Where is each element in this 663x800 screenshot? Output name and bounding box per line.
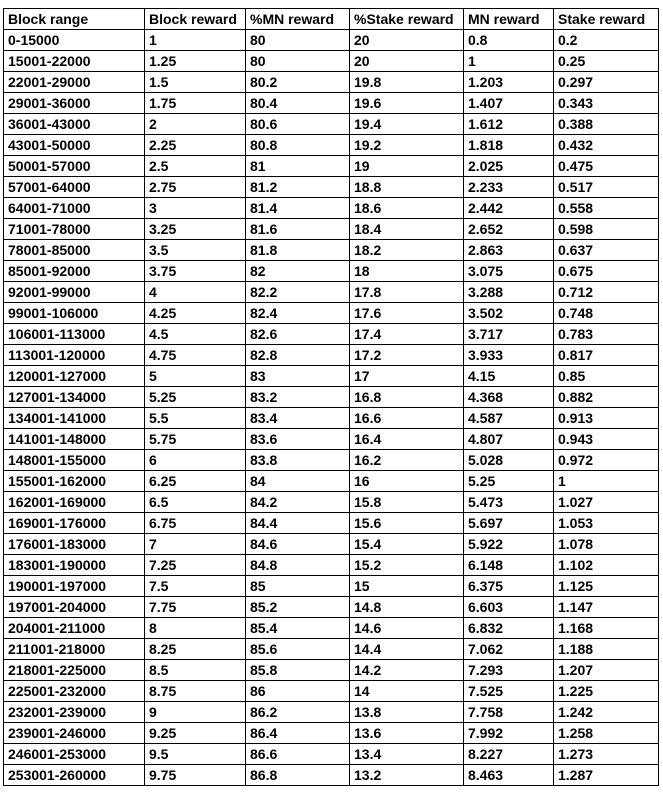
cell-stake-reward-percent: 19: [350, 156, 464, 177]
cell-block-range: 183001-190000: [4, 555, 145, 576]
cell-stake-reward-percent: 14.6: [350, 618, 464, 639]
cell-stake-reward: 0.783: [554, 324, 659, 345]
table-row: [4, 282, 659, 303]
cell-mn-reward: 5.697: [464, 513, 554, 534]
cell-mn-reward-percent: 81.6: [246, 219, 350, 240]
cell-stake-reward-percent: 18: [350, 261, 464, 282]
cell-block-reward: 1: [145, 30, 246, 51]
cell-stake-reward-percent: 20: [350, 51, 464, 72]
cell-block-reward: 8.5: [145, 660, 246, 681]
cell-mn-reward-percent: 84.8: [246, 555, 350, 576]
cell-block-reward: 8.25: [145, 639, 246, 660]
cell-block-reward: 8.75: [145, 681, 246, 702]
cell-mn-reward-percent: 85.2: [246, 597, 350, 618]
cell-mn-reward-percent: 86.8: [246, 765, 350, 786]
table-row: [4, 576, 659, 597]
cell-mn-reward: 6.603: [464, 597, 554, 618]
cell-mn-reward: 5.473: [464, 492, 554, 513]
cell-mn-reward-percent: 86.4: [246, 723, 350, 744]
cell-block-range: 106001-113000: [4, 324, 145, 345]
cell-block-reward: 4: [145, 282, 246, 303]
cell-block-reward: 9.75: [145, 765, 246, 786]
cell-mn-reward-percent: 83.8: [246, 450, 350, 471]
cell-stake-reward-percent: 13.2: [350, 765, 464, 786]
table-row: [4, 471, 659, 492]
cell-stake-reward: 0.748: [554, 303, 659, 324]
cell-block-reward: 2.5: [145, 156, 246, 177]
cell-stake-reward: 0.675: [554, 261, 659, 282]
cell-block-reward: 1.25: [145, 51, 246, 72]
cell-block-reward: 8: [145, 618, 246, 639]
cell-block-range: 176001-183000: [4, 534, 145, 555]
cell-stake-reward: 0.637: [554, 240, 659, 261]
cell-stake-reward-percent: 16.8: [350, 387, 464, 408]
cell-stake-reward: 1.287: [554, 765, 659, 786]
cell-stake-reward-percent: 14.2: [350, 660, 464, 681]
cell-block-range: 239001-246000: [4, 723, 145, 744]
cell-block-range: 57001-64000: [4, 177, 145, 198]
table-row: [4, 156, 659, 177]
table-body: [4, 30, 659, 786]
cell-block-range: 141001-148000: [4, 429, 145, 450]
cell-mn-reward-percent: 80.8: [246, 135, 350, 156]
cell-stake-reward-percent: 16: [350, 471, 464, 492]
table-row: [4, 303, 659, 324]
cell-mn-reward-percent: 81.4: [246, 198, 350, 219]
cell-mn-reward: 7.992: [464, 723, 554, 744]
cell-block-range: 113001-120000: [4, 345, 145, 366]
cell-block-reward: 4.75: [145, 345, 246, 366]
cell-stake-reward-percent: 18.2: [350, 240, 464, 261]
cell-mn-reward: 8.463: [464, 765, 554, 786]
table-row: [4, 177, 659, 198]
cell-block-range: 36001-43000: [4, 114, 145, 135]
header-mn-reward-percent: %MN reward: [246, 9, 350, 30]
cell-stake-reward: 1.242: [554, 702, 659, 723]
cell-mn-reward: 3.075: [464, 261, 554, 282]
cell-mn-reward-percent: 80.6: [246, 114, 350, 135]
cell-mn-reward-percent: 80.4: [246, 93, 350, 114]
table-row: [4, 513, 659, 534]
cell-mn-reward: 1: [464, 51, 554, 72]
cell-mn-reward: 7.758: [464, 702, 554, 723]
cell-stake-reward: 0.343: [554, 93, 659, 114]
cell-mn-reward-percent: 82.8: [246, 345, 350, 366]
cell-block-reward: 6.25: [145, 471, 246, 492]
cell-block-range: 162001-169000: [4, 492, 145, 513]
cell-mn-reward-percent: 85.6: [246, 639, 350, 660]
header-mn-reward: MN reward: [464, 9, 554, 30]
cell-block-reward: 6: [145, 450, 246, 471]
cell-block-range: 22001-29000: [4, 72, 145, 93]
cell-stake-reward: 1.102: [554, 555, 659, 576]
cell-mn-reward: 4.15: [464, 366, 554, 387]
cell-stake-reward: 1.273: [554, 744, 659, 765]
cell-block-range: 190001-197000: [4, 576, 145, 597]
cell-stake-reward-percent: 16.2: [350, 450, 464, 471]
cell-block-range: 155001-162000: [4, 471, 145, 492]
cell-block-reward: 6.75: [145, 513, 246, 534]
table-row: [4, 408, 659, 429]
cell-block-range: 15001-22000: [4, 51, 145, 72]
cell-stake-reward-percent: 14: [350, 681, 464, 702]
table-row: [4, 345, 659, 366]
cell-mn-reward-percent: 82.6: [246, 324, 350, 345]
cell-stake-reward: 0.558: [554, 198, 659, 219]
cell-block-range: 225001-232000: [4, 681, 145, 702]
cell-block-reward: 9: [145, 702, 246, 723]
cell-mn-reward: 7.062: [464, 639, 554, 660]
cell-block-reward: 9.25: [145, 723, 246, 744]
cell-stake-reward: 0.432: [554, 135, 659, 156]
cell-stake-reward-percent: 19.6: [350, 93, 464, 114]
cell-mn-reward-percent: 83.4: [246, 408, 350, 429]
cell-mn-reward-percent: 83.6: [246, 429, 350, 450]
cell-block-range: 197001-204000: [4, 597, 145, 618]
cell-mn-reward-percent: 84: [246, 471, 350, 492]
table-header: [4, 9, 659, 30]
cell-mn-reward: 4.368: [464, 387, 554, 408]
cell-block-reward: 7.25: [145, 555, 246, 576]
cell-block-range: 29001-36000: [4, 93, 145, 114]
table-row: [4, 198, 659, 219]
cell-stake-reward-percent: 15.2: [350, 555, 464, 576]
table-row: [4, 702, 659, 723]
cell-mn-reward-percent: 80.2: [246, 72, 350, 93]
cell-block-range: 64001-71000: [4, 198, 145, 219]
cell-block-reward: 2.25: [145, 135, 246, 156]
cell-block-range: 169001-176000: [4, 513, 145, 534]
table-row: [4, 639, 659, 660]
cell-stake-reward: 1.053: [554, 513, 659, 534]
cell-mn-reward: 6.375: [464, 576, 554, 597]
table-row: [4, 387, 659, 408]
cell-mn-reward: 7.293: [464, 660, 554, 681]
cell-mn-reward-percent: 80: [246, 30, 350, 51]
cell-mn-reward: 5.922: [464, 534, 554, 555]
cell-stake-reward: 0.2: [554, 30, 659, 51]
cell-mn-reward: 4.587: [464, 408, 554, 429]
cell-stake-reward-percent: 17.4: [350, 324, 464, 345]
cell-mn-reward-percent: 84.2: [246, 492, 350, 513]
cell-mn-reward: 3.717: [464, 324, 554, 345]
cell-mn-reward: 6.148: [464, 555, 554, 576]
cell-mn-reward: 5.25: [464, 471, 554, 492]
cell-block-reward: 6.5: [145, 492, 246, 513]
cell-stake-reward-percent: 19.4: [350, 114, 464, 135]
cell-stake-reward-percent: 15.8: [350, 492, 464, 513]
cell-stake-reward: 0.712: [554, 282, 659, 303]
cell-block-reward: 3.25: [145, 219, 246, 240]
cell-block-range: 218001-225000: [4, 660, 145, 681]
cell-block-range: 85001-92000: [4, 261, 145, 282]
table-row: [4, 219, 659, 240]
cell-stake-reward-percent: 17.2: [350, 345, 464, 366]
cell-mn-reward-percent: 83: [246, 366, 350, 387]
cell-mn-reward-percent: 81.8: [246, 240, 350, 261]
cell-mn-reward-percent: 81: [246, 156, 350, 177]
cell-block-reward: 4.25: [145, 303, 246, 324]
cell-block-range: 134001-141000: [4, 408, 145, 429]
cell-block-reward: 1.5: [145, 72, 246, 93]
table-row: [4, 660, 659, 681]
cell-stake-reward-percent: 15.4: [350, 534, 464, 555]
cell-block-reward: 3.75: [145, 261, 246, 282]
table-row: [4, 534, 659, 555]
cell-stake-reward: 1.188: [554, 639, 659, 660]
cell-mn-reward: 1.203: [464, 72, 554, 93]
cell-block-range: 204001-211000: [4, 618, 145, 639]
cell-block-range: 148001-155000: [4, 450, 145, 471]
cell-block-reward: 7: [145, 534, 246, 555]
table-row: [4, 429, 659, 450]
cell-stake-reward-percent: 19.8: [350, 72, 464, 93]
cell-block-reward: 2: [145, 114, 246, 135]
cell-block-range: 0-15000: [4, 30, 145, 51]
cell-block-range: 253001-260000: [4, 765, 145, 786]
cell-stake-reward-percent: 18.8: [350, 177, 464, 198]
cell-stake-reward-percent: 15: [350, 576, 464, 597]
cell-stake-reward: 0.475: [554, 156, 659, 177]
cell-stake-reward: 0.297: [554, 72, 659, 93]
table-row: [4, 114, 659, 135]
cell-block-reward: 5.5: [145, 408, 246, 429]
cell-mn-reward-percent: 85.4: [246, 618, 350, 639]
table-row: [4, 450, 659, 471]
cell-stake-reward: 0.817: [554, 345, 659, 366]
header-block-range: Block range: [4, 9, 145, 30]
cell-stake-reward-percent: 14.4: [350, 639, 464, 660]
header-row: [4, 9, 659, 30]
cell-stake-reward: 0.913: [554, 408, 659, 429]
cell-block-reward: 7.75: [145, 597, 246, 618]
table-row: [4, 492, 659, 513]
cell-mn-reward: 1.818: [464, 135, 554, 156]
cell-mn-reward-percent: 82.2: [246, 282, 350, 303]
cell-block-range: 99001-106000: [4, 303, 145, 324]
cell-block-reward: 5.75: [145, 429, 246, 450]
cell-mn-reward-percent: 82: [246, 261, 350, 282]
cell-stake-reward: 0.943: [554, 429, 659, 450]
table-row: [4, 765, 659, 786]
table-row: [4, 135, 659, 156]
cell-stake-reward: 0.882: [554, 387, 659, 408]
cell-stake-reward: 0.388: [554, 114, 659, 135]
cell-stake-reward: 0.517: [554, 177, 659, 198]
cell-mn-reward-percent: 85.8: [246, 660, 350, 681]
cell-mn-reward-percent: 83.2: [246, 387, 350, 408]
cell-mn-reward-percent: 86: [246, 681, 350, 702]
table-row: [4, 324, 659, 345]
cell-stake-reward-percent: 14.8: [350, 597, 464, 618]
cell-mn-reward-percent: 82.4: [246, 303, 350, 324]
cell-block-range: 43001-50000: [4, 135, 145, 156]
cell-block-range: 50001-57000: [4, 156, 145, 177]
cell-block-reward: 2.75: [145, 177, 246, 198]
cell-stake-reward: 0.25: [554, 51, 659, 72]
cell-stake-reward: 0.598: [554, 219, 659, 240]
cell-stake-reward-percent: 13.6: [350, 723, 464, 744]
table-row: [4, 366, 659, 387]
cell-block-range: 71001-78000: [4, 219, 145, 240]
cell-mn-reward-percent: 80: [246, 51, 350, 72]
cell-mn-reward: 1.407: [464, 93, 554, 114]
cell-stake-reward: 1.258: [554, 723, 659, 744]
cell-stake-reward: 1.078: [554, 534, 659, 555]
cell-mn-reward: 8.227: [464, 744, 554, 765]
cell-mn-reward: 7.525: [464, 681, 554, 702]
cell-stake-reward-percent: 13.4: [350, 744, 464, 765]
header-stake-reward-percent: %Stake reward: [350, 9, 464, 30]
header-stake-reward: Stake reward: [554, 9, 659, 30]
cell-stake-reward: 0.972: [554, 450, 659, 471]
cell-block-range: 211001-218000: [4, 639, 145, 660]
cell-mn-reward: 2.233: [464, 177, 554, 198]
cell-stake-reward-percent: 17.8: [350, 282, 464, 303]
cell-stake-reward-percent: 19.2: [350, 135, 464, 156]
cell-mn-reward: 4.807: [464, 429, 554, 450]
cell-stake-reward: 0.85: [554, 366, 659, 387]
cell-block-reward: 5: [145, 366, 246, 387]
cell-stake-reward-percent: 17.6: [350, 303, 464, 324]
cell-block-reward: 3: [145, 198, 246, 219]
table-row: [4, 240, 659, 261]
cell-stake-reward-percent: 16.4: [350, 429, 464, 450]
cell-stake-reward-percent: 18.4: [350, 219, 464, 240]
table-row: [4, 30, 659, 51]
cell-block-reward: 7.5: [145, 576, 246, 597]
cell-stake-reward: 1.225: [554, 681, 659, 702]
cell-block-reward: 9.5: [145, 744, 246, 765]
table-row: [4, 72, 659, 93]
cell-block-range: 120001-127000: [4, 366, 145, 387]
header-block-reward: Block reward: [145, 9, 246, 30]
cell-mn-reward: 3.502: [464, 303, 554, 324]
cell-mn-reward: 1.612: [464, 114, 554, 135]
cell-mn-reward-percent: 86.6: [246, 744, 350, 765]
table-row: [4, 744, 659, 765]
cell-stake-reward-percent: 15.6: [350, 513, 464, 534]
cell-mn-reward: 3.288: [464, 282, 554, 303]
cell-stake-reward: 1.027: [554, 492, 659, 513]
table-row: [4, 51, 659, 72]
cell-mn-reward-percent: 86.2: [246, 702, 350, 723]
table-row: [4, 618, 659, 639]
cell-mn-reward: 3.933: [464, 345, 554, 366]
cell-mn-reward-percent: 84.4: [246, 513, 350, 534]
cell-mn-reward: 2.863: [464, 240, 554, 261]
block-reward-table: [3, 8, 659, 786]
cell-block-reward: 3.5: [145, 240, 246, 261]
table-row: [4, 555, 659, 576]
cell-stake-reward: 1.207: [554, 660, 659, 681]
cell-mn-reward-percent: 84.6: [246, 534, 350, 555]
cell-mn-reward-percent: 81.2: [246, 177, 350, 198]
table-row: [4, 93, 659, 114]
cell-block-reward: 5.25: [145, 387, 246, 408]
table-row: [4, 597, 659, 618]
cell-block-range: 78001-85000: [4, 240, 145, 261]
cell-block-reward: 1.75: [145, 93, 246, 114]
cell-mn-reward: 2.652: [464, 219, 554, 240]
cell-mn-reward: 6.832: [464, 618, 554, 639]
table-row: [4, 261, 659, 282]
cell-stake-reward-percent: 20: [350, 30, 464, 51]
cell-stake-reward: 1.125: [554, 576, 659, 597]
cell-mn-reward-percent: 85: [246, 576, 350, 597]
cell-block-range: 232001-239000: [4, 702, 145, 723]
cell-mn-reward: 2.442: [464, 198, 554, 219]
cell-stake-reward-percent: 17: [350, 366, 464, 387]
cell-stake-reward-percent: 16.6: [350, 408, 464, 429]
cell-block-range: 127001-134000: [4, 387, 145, 408]
table-row: [4, 723, 659, 744]
cell-mn-reward: 2.025: [464, 156, 554, 177]
table-row: [4, 681, 659, 702]
cell-block-range: 92001-99000: [4, 282, 145, 303]
cell-stake-reward-percent: 13.8: [350, 702, 464, 723]
cell-mn-reward: 0.8: [464, 30, 554, 51]
cell-stake-reward: 1: [554, 471, 659, 492]
cell-block-reward: 4.5: [145, 324, 246, 345]
cell-mn-reward: 5.028: [464, 450, 554, 471]
cell-block-range: 246001-253000: [4, 744, 145, 765]
cell-stake-reward: 1.168: [554, 618, 659, 639]
cell-stake-reward-percent: 18.6: [350, 198, 464, 219]
cell-stake-reward: 1.147: [554, 597, 659, 618]
